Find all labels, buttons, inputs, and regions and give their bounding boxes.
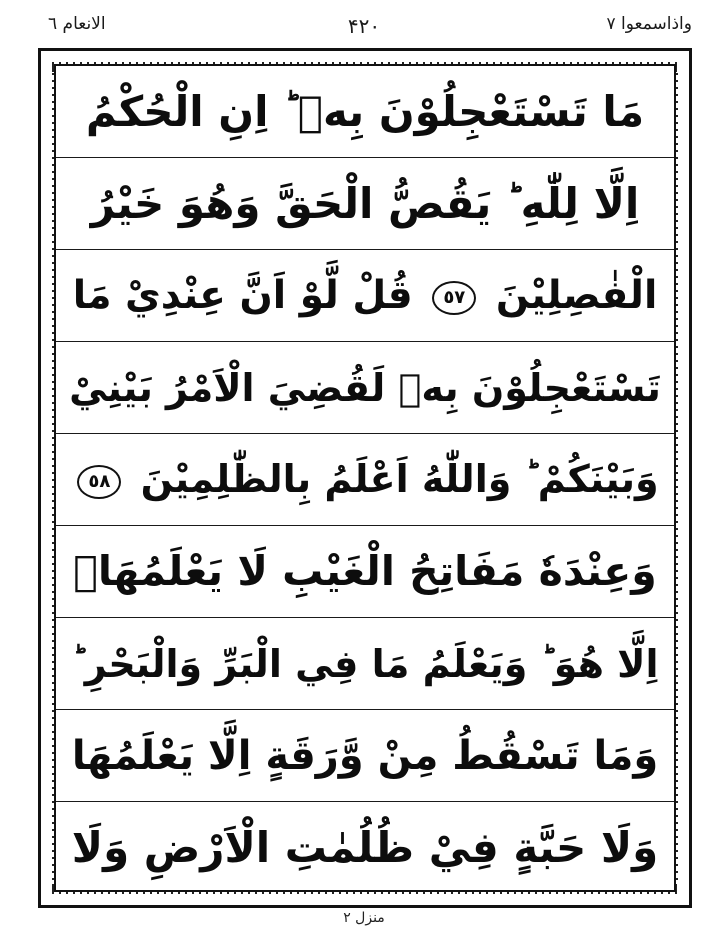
manzil-footer: منزل ٢ (343, 910, 385, 926)
text-line-5 (56, 434, 674, 526)
line-text: وَمَا تَسْقُطُ مِنْ وَّرَقَةٍ اِلَّا يَعْلَمُهَا (71, 732, 659, 779)
text-line-2 (56, 158, 674, 250)
line-text: وَعِنْدَهٗ مَفَاتِحُ الْغَيْبِ لَا يَعْلَمُهَاۤ (73, 547, 657, 595)
text-line-4 (56, 342, 674, 434)
line-text (71, 457, 659, 502)
surah-name: الانعام ٦ (48, 14, 106, 34)
text-lines (56, 66, 674, 890)
text-frame (54, 64, 676, 892)
juz-name: واذاسمعوا ٧ (606, 14, 692, 34)
ayah-number-marker: ٥٨ (77, 465, 121, 499)
line-text: اِلَّا هُوَ ؕ وَيَعْلَمُ مَا فِي الْبَرِّ وَالْبَحْرِ ؕ (71, 641, 659, 686)
text-line-9 (56, 802, 674, 894)
text-line-7 (56, 618, 674, 710)
page-number: ۴۲۰ (347, 14, 381, 38)
line-text: اِلَّا لِلّٰهِ ؕ يَقُصُّ الْحَقَّ وَهُوَ خَيْرُ (90, 178, 640, 228)
text-line-3 (56, 250, 674, 342)
line-text (72, 273, 658, 318)
text-line-6 (56, 526, 674, 618)
page-header (0, 14, 728, 44)
line-text-before: وَبَيْنَكُمْ ؕ وَاللّٰهُ اَعْلَمُ بِالظّٰلِمِيْنَ (140, 457, 659, 502)
line-text-before: الْفٰصِلِيْنَ (495, 273, 658, 318)
line-text-after: قُلْ لَّوْ اَنَّ عِنْدِيْ مَا (72, 273, 413, 318)
text-line-1 (56, 66, 674, 158)
line-text: تَسْتَعْجِلُوْنَ بِهٖ لَقُضِيَ الْاَمْرُ بَيْنِيْ (69, 365, 661, 410)
ayah-number-marker: ٥٧ (432, 281, 476, 315)
line-text: وَلَا حَبَّةٍ فِيْ ظُلُمٰتِ الْاَرْضِ وَلَا (71, 823, 659, 872)
line-text: مَا تَسْتَعْجِلُوْنَ بِهٖ ؕ اِنِ الْحُكْمُ (85, 86, 645, 136)
text-line-8 (56, 710, 674, 802)
